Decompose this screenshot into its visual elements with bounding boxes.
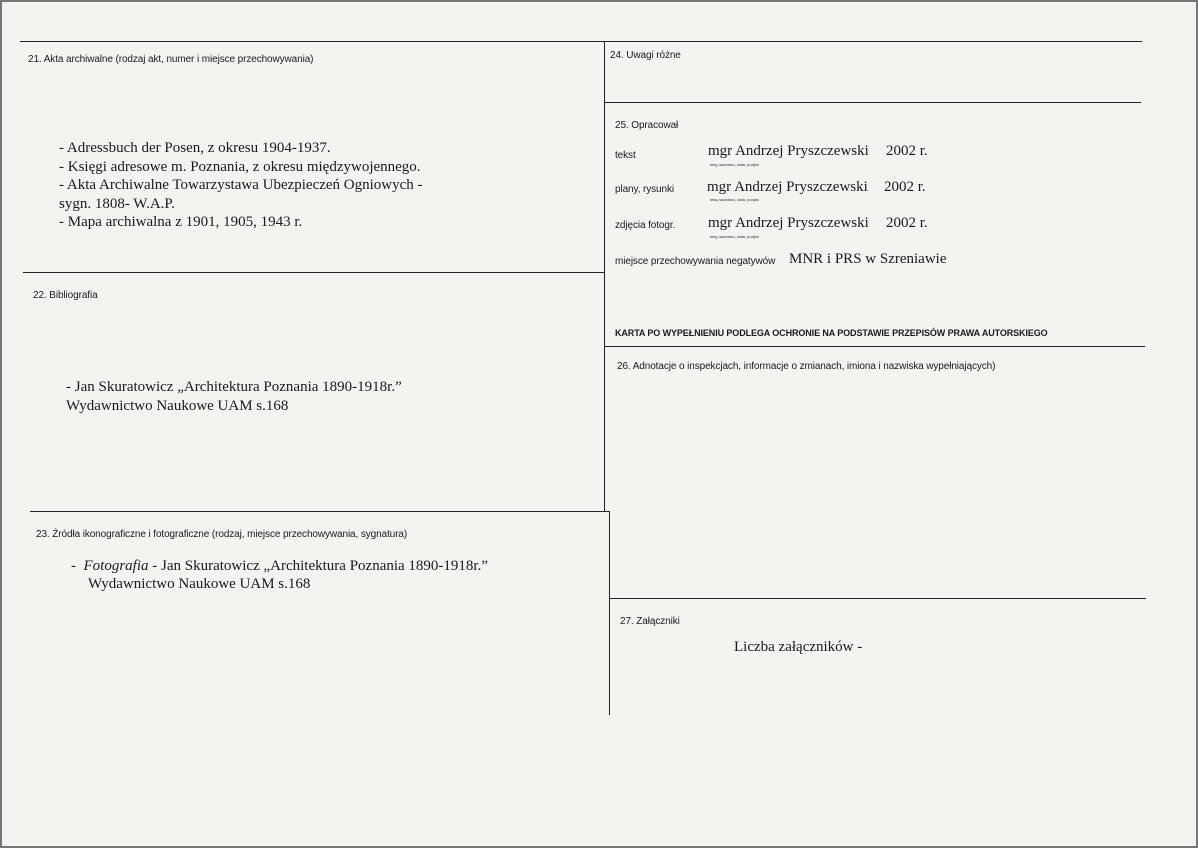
section-27-label: 27. Załączniki xyxy=(620,616,680,627)
section-22-list xyxy=(66,378,402,415)
list-item: - Adressbuch der Posen, z okresu 1904-1937. xyxy=(59,140,331,156)
row-key-drawings: plany, rysunki xyxy=(615,184,674,195)
row-caption-drawings: imię,nazwisko, data, podpis xyxy=(710,197,759,202)
row-name-drawings: mgr Andrzej Pryszczewski xyxy=(707,179,868,195)
column-divider xyxy=(604,41,605,511)
rule-25 xyxy=(604,102,1141,103)
negatives-value: MNR i PRS w Szreniawie xyxy=(789,251,947,267)
section-23-line-1 xyxy=(71,557,488,576)
section-23-label: 23. Źródła ikonograficzne i fotograficzne (rodzaj, miejsce przechowywania, sygnatura) xyxy=(36,529,408,540)
row-key-photos: zdjęcia fotogr. xyxy=(615,220,676,231)
list-item: - Księgi adresowe m. Poznania, z okresu międzywojennego. xyxy=(59,158,421,175)
negatives-label: miejsce przechowywania negatywów xyxy=(615,256,776,267)
list-item: Wydawnictwo Naukowe UAM s.168 xyxy=(66,397,289,414)
list-item: sygn. 1808- W.A.P. xyxy=(59,195,175,212)
citation: - Jan Skuratowicz „Architektura Poznania 1890-1918r.” xyxy=(148,558,488,574)
italic-term: Fotografia xyxy=(83,558,149,574)
rule-22 xyxy=(23,272,605,273)
list-item: - Jan Skuratowicz „Architektura Poznania 1890-1918r.” xyxy=(66,379,402,395)
section-24-label: 24. Uwagi różne xyxy=(610,50,681,61)
row-year-text: 2002 r. xyxy=(886,143,928,159)
row-caption-photos: imię,nazwisko, data, podpis xyxy=(710,234,759,239)
row-name-text: mgr Andrzej Pryszczewski xyxy=(708,143,869,159)
rule-26 xyxy=(604,346,1145,347)
row-name-photos: mgr Andrzej Pryszczewski xyxy=(708,215,869,231)
list-item: - Akta Archiwalne Towarzystawa Ubezpieczeń Ogniowych - xyxy=(59,177,423,193)
column-divider-lower xyxy=(609,511,610,715)
row-caption-text: imię,nazwisko, data, podpis xyxy=(710,162,759,167)
section-21-list xyxy=(59,139,423,232)
section-25-label: 25. Opracował xyxy=(615,120,679,131)
attachments-count: Liczba załączników - xyxy=(734,639,863,655)
row-year-drawings: 2002 r. xyxy=(884,179,926,195)
top-rule xyxy=(20,41,1142,42)
row-year-photos: 2002 r. xyxy=(886,215,928,231)
row-key-text: tekst xyxy=(615,150,636,161)
section-22-label: 22. Bibliografia xyxy=(33,290,98,301)
copyright-notice: KARTA PO WYPEŁNIENIU PODLEGA OCHRONIE NA PODSTAWIE PRZEPISÓW PRAWA AUTORSKIEGO xyxy=(615,328,1048,338)
section-21-label: 21. Akta archiwalne (rodzaj akt, numer i miejsce przechowywania) xyxy=(28,54,314,65)
rule-27 xyxy=(609,598,1146,599)
dash: - xyxy=(71,558,84,574)
section-23-line-2: Wydawnictwo Naukowe UAM s.168 xyxy=(88,576,311,592)
list-item: - Mapa archiwalna z 1901, 1905, 1943 r. xyxy=(59,214,303,230)
rule-23 xyxy=(30,511,610,512)
section-26-label: 26. Adnotacje o inspekcjach, informacje o zmianach, imiona i nazwiska wypełniających) xyxy=(617,361,996,372)
